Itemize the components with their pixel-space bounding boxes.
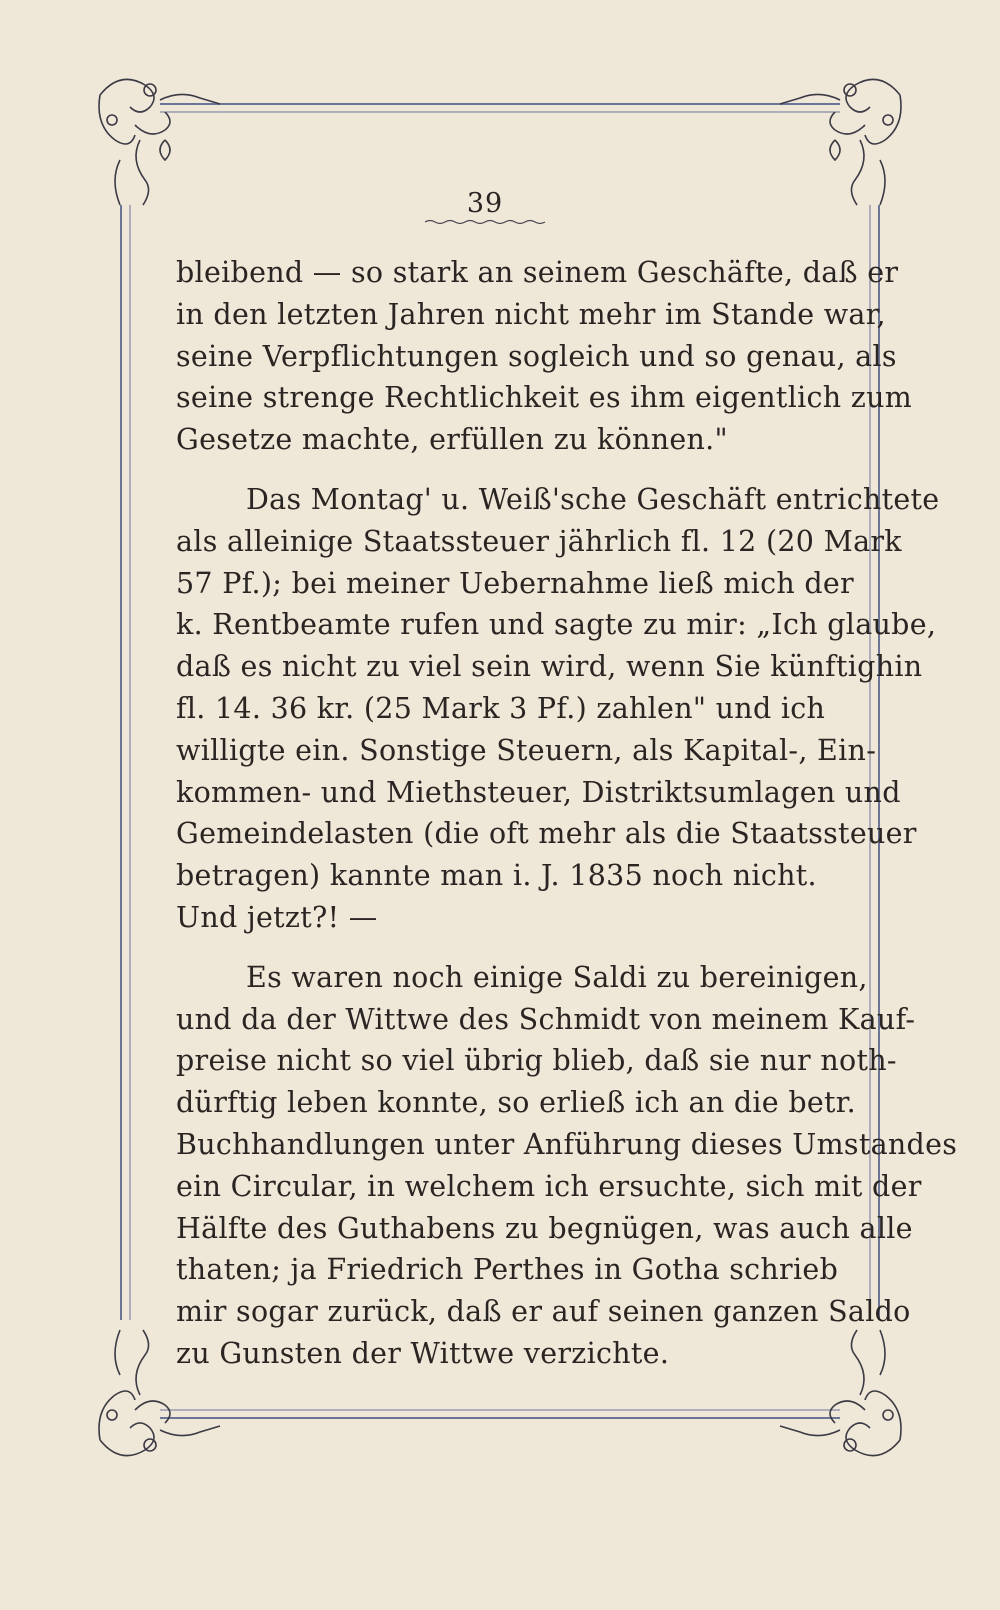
text-line: 57 Pf.); bei meiner Uebernahme ließ mich der xyxy=(176,566,854,600)
text-line: Und jetzt?! — xyxy=(176,900,378,934)
text-line: und da der Wittwe des Schmidt von meinem Kauf- xyxy=(176,1002,916,1036)
text-line: seine strenge Rechtlichkeit es ihm eigentlich zum xyxy=(176,381,913,415)
text-line: kommen- und Miethsteuer, Distriktsumlagen und xyxy=(176,775,901,809)
text-line: Es waren noch einige Saldi zu bereinigen, xyxy=(246,960,868,994)
text-line: betragen) kannte man i. J. 1835 noch nicht. xyxy=(176,859,817,893)
text-line: thaten; ja Friedrich Perthes in Gotha schrieb xyxy=(176,1253,839,1287)
text-line: dürftig leben konnte, so erließ ich an die betr. xyxy=(176,1086,856,1120)
body-text xyxy=(176,252,958,1375)
text-line: daß es nicht zu viel sein wird, wenn Sie künftighin xyxy=(176,650,923,684)
text-line: k. Rentbeamte rufen und sagte zu mir: „Ich glaube, xyxy=(176,608,937,642)
text-line: Gesetze machte, erfüllen zu können." xyxy=(176,423,728,457)
text-line: willigte ein. Sonstige Steuern, als Kapital-, Ein- xyxy=(176,733,877,767)
text-line: Gemeindelasten (die oft mehr als die Staatssteuer xyxy=(176,817,917,851)
text-line: zu Gunsten der Wittwe verzichte. xyxy=(176,1336,670,1370)
text-line: Das Montag' u. Weiß'sche Geschäft entrichtete xyxy=(246,482,940,516)
text-line: in den letzten Jahren nicht mehr im Stande war, xyxy=(176,297,886,331)
paragraph xyxy=(176,957,958,1375)
text-line: mir sogar zurück, daß er auf seinen ganzen Saldo xyxy=(176,1295,911,1329)
text-line: Hälfte des Guthabens zu begnügen, was auch alle xyxy=(176,1211,913,1245)
text-line: ein Circular, in welchem ich ersuchte, sich mit der xyxy=(176,1169,922,1203)
text-line: als alleinige Staatssteuer jährlich fl. 12 (20 Mark xyxy=(176,524,902,558)
page-number-ornament xyxy=(425,221,545,224)
page-number: 39 xyxy=(466,188,504,219)
paragraph xyxy=(176,479,940,939)
text-line: fl. 14. 36 kr. (25 Mark 3 Pf.) zahlen" und ich xyxy=(176,691,826,725)
text-line: preise nicht so viel übrig blieb, daß sie nur noth- xyxy=(176,1044,897,1078)
text-line: Buchhandlungen unter Anführung dieses Umstandes xyxy=(176,1127,958,1161)
text-line: seine Verpflichtungen sogleich und so genau, als xyxy=(176,339,897,373)
paragraph xyxy=(176,252,913,461)
text-line: bleibend — so stark an seinem Geschäfte, daß er xyxy=(176,256,899,289)
